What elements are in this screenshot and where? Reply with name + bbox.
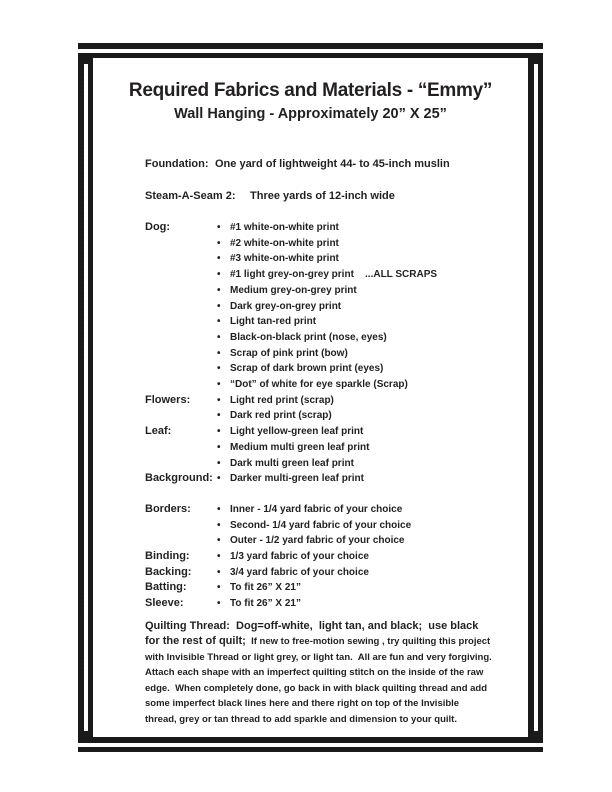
list-item: • Medium grey-on-grey print	[217, 283, 493, 299]
page-title: Required Fabrics and Materials - “Emmy”	[128, 80, 493, 101]
materials-list	[217, 549, 493, 565]
materials-list	[217, 220, 493, 393]
spec-label: Steam-A-Seam 2:	[145, 190, 236, 202]
section-borders	[145, 502, 493, 549]
section-dog	[145, 220, 493, 393]
note-body: If new to free-motion sewing , try quilting this project with Invisible Thread or light grey, or light tan. All are fun and very forgiving. Attach each shape with an imperfect quilting stitch on the inside of the raw edge. When completely done, go back in with black quilting thread and add some imperfect black lines here and there right on top of the Invisible thread, grey or tan thread to add sparkle and dimension to your quilt.	[145, 636, 497, 725]
bullet-icon: •	[217, 582, 221, 594]
section-binding	[145, 549, 493, 565]
bullet-icon: •	[217, 316, 221, 328]
section-backing	[145, 565, 493, 581]
spec-value: One yard of lightweight 44- to 45-inch muslin	[215, 158, 450, 170]
list-item: • Light tan-red print	[217, 314, 493, 330]
list-item: • Light yellow-green leaf print	[217, 424, 493, 440]
materials-list	[217, 393, 493, 424]
bullet-icon: •	[217, 253, 221, 265]
section-label: Backing:	[145, 565, 192, 578]
spec-label: Foundation:	[145, 158, 209, 170]
bullet-icon: •	[217, 347, 221, 359]
bullet-icon: •	[217, 503, 221, 515]
materials-content	[145, 156, 497, 726]
section-batting	[145, 580, 493, 596]
bullet-icon: •	[217, 331, 221, 343]
section-sleeve	[145, 596, 493, 612]
section-leaf	[145, 424, 493, 471]
section-label: Flowers:	[145, 393, 191, 406]
spec-row-steam-a-seam	[145, 188, 493, 204]
bullet-icon: •	[217, 535, 221, 547]
border-dots-left	[84, 64, 88, 731]
section-label: Sleeve:	[145, 597, 184, 610]
border-dots-right	[534, 64, 538, 731]
list-item: • #1 white-on-white print	[217, 220, 493, 236]
page-subtitle: Wall Hanging - Approximately 20” X 25”	[174, 106, 447, 122]
materials-list	[217, 580, 493, 596]
list-item: • Black-on-black print (nose, eyes)	[217, 330, 493, 346]
list-item: • #1 light grey-on-grey print ...ALL SCRAPS	[217, 267, 493, 283]
bullet-icon: •	[217, 269, 221, 281]
section-label: Leaf:	[145, 425, 172, 438]
bullet-icon: •	[217, 551, 221, 563]
bullet-icon: •	[217, 410, 221, 422]
bullet-icon: •	[217, 426, 221, 438]
bullet-icon: •	[217, 473, 221, 485]
list-item: • 3/4 yard fabric of your choice	[217, 565, 493, 581]
list-item: • Light red print (scrap)	[217, 393, 493, 409]
materials-list	[217, 596, 493, 612]
note-lead: Quilting Thread: Dog=off-white, light tan, and black; use black for the rest of quilt;	[145, 619, 482, 648]
materials-list	[217, 502, 493, 549]
bullet-icon: •	[217, 237, 221, 249]
bullet-icon: •	[217, 222, 221, 233]
list-item: • Medium multi green leaf print	[217, 440, 493, 456]
section-label: Binding:	[145, 550, 190, 563]
list-item: • Darker multi-green leaf print	[217, 471, 493, 487]
border-dots-bottom	[78, 743, 543, 747]
list-item: • Second- 1/4 yard fabric of your choice	[217, 518, 493, 534]
materials-list	[217, 424, 493, 471]
list-item: • #2 white-on-white print	[217, 236, 493, 252]
section-label: Borders:	[145, 502, 191, 515]
list-item: • Dark red print (scrap)	[217, 408, 493, 424]
materials-list	[217, 565, 493, 581]
bullet-icon: •	[217, 441, 221, 453]
bullet-icon: •	[217, 519, 221, 531]
spec-row-foundation	[145, 156, 493, 172]
list-item: • To fit 26” X 21”	[217, 596, 493, 612]
section-background	[145, 471, 493, 487]
bullet-icon: •	[217, 457, 221, 469]
bullet-icon: •	[217, 566, 221, 578]
quilting-thread-note	[145, 618, 497, 727]
bullet-icon: •	[217, 284, 221, 296]
bullet-icon: •	[217, 379, 221, 391]
section-label: Batting:	[145, 581, 187, 594]
list-item: • Outer - 1/2 yard fabric of your choice	[217, 533, 493, 549]
list-item: • Scrap of dark brown print (eyes)	[217, 361, 493, 377]
materials-list	[217, 471, 493, 487]
section-label: Background:	[145, 472, 213, 485]
bullet-icon: •	[217, 363, 221, 375]
list-item: • Scrap of pink print (bow)	[217, 346, 493, 362]
list-item: • Dark multi green leaf print	[217, 456, 493, 472]
bullet-icon: •	[217, 394, 221, 406]
list-item: • Inner - 1/4 yard fabric of your choice	[217, 502, 493, 518]
section-label: Dog:	[145, 221, 171, 233]
bullet-icon: •	[217, 598, 221, 610]
list-item: • 1/3 yard fabric of your choice	[217, 549, 493, 565]
border-dots-top	[78, 49, 543, 53]
bullet-icon: •	[217, 300, 221, 312]
section-flowers	[145, 393, 493, 424]
list-item: • “Dot” of white for eye sparkle (Scrap)	[217, 377, 493, 393]
list-item: • #3 white-on-white print	[217, 251, 493, 267]
list-item: • To fit 26” X 21”	[217, 580, 493, 596]
list-item: • Dark grey-on-grey print	[217, 299, 493, 315]
spec-value: Three yards of 12-inch wide	[250, 190, 395, 202]
